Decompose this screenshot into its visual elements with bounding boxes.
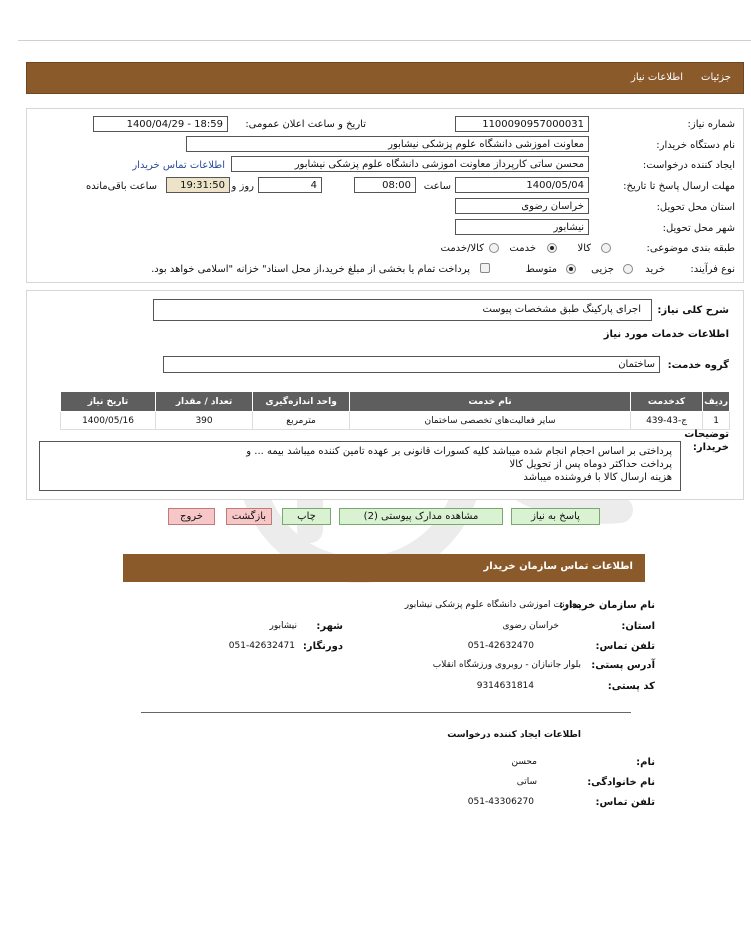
col-service-name: نام خدمت (350, 392, 631, 412)
process-option-purchase: خرید (645, 264, 665, 275)
contact-postal-label: کد پستی: (607, 681, 655, 692)
services-info-title: اطلاعات خدمات مورد نیاز (603, 329, 729, 340)
buyer-org-label: نام دستگاه خریدار: (656, 140, 735, 151)
cell-unit: مترمربع (253, 412, 350, 430)
days-label: روز و (231, 181, 254, 192)
exit-button[interactable]: خروج (168, 508, 215, 525)
print-button[interactable]: چاپ (282, 508, 331, 525)
contact-province-value: خراسان رضوی (502, 621, 559, 631)
buyer-notes-line: هزینه ارسال کالا با فروشنده میباشد (523, 472, 672, 483)
contact-divider (141, 712, 631, 713)
creator-last-name-label: نام خانوادگی: (587, 777, 655, 788)
category-radio-service[interactable] (547, 243, 557, 253)
col-need-date: تاریخ نیاز (61, 392, 156, 412)
services-table (60, 391, 730, 430)
creator-info-title: اطلاعات ایجاد کننده درخواست (447, 730, 581, 740)
contact-phone-label: تلفن تماس: (595, 641, 655, 652)
col-row-number: ردیف (703, 392, 730, 412)
contact-postal-value: 9314631814 (476, 681, 534, 691)
buyer-notes-box (39, 441, 681, 491)
deadline-date-field: 1400/05/04 (455, 177, 589, 193)
reply-button[interactable]: پاسخ به نیاز (511, 508, 600, 525)
col-quantity: تعداد / مقدار (156, 392, 253, 412)
contact-address-label: آدرس پستی: (591, 660, 655, 671)
top-divider (18, 40, 751, 41)
category-radio-goods[interactable] (601, 243, 611, 253)
process-option-minor: جزیی (591, 264, 614, 275)
treasury-payment-checkbox[interactable] (480, 263, 490, 273)
city-label: شهر محل تحویل: (662, 223, 735, 234)
contact-province-label: استان: (621, 621, 655, 632)
province-field: خراسان رضوی (455, 198, 589, 214)
tab-details[interactable]: جزئیات (701, 72, 731, 83)
creator-first-name-label: نام: (636, 757, 655, 768)
creator-phone-label: تلفن تماس: (595, 797, 655, 808)
buyer-notes-line: پرداخت حداکثر دوماه پس از تحویل کالا (509, 459, 672, 470)
buyer-contact-link[interactable]: اطلاعات تماس خریدار (132, 160, 225, 171)
buyer-notes-line: پرداختی بر اساس احجام انجام شده میباشد کلیه کسورات قانونی بر عهده تامین کننده میباشد بیمه ... و (246, 446, 672, 457)
contact-city-label: شهر: (316, 621, 343, 632)
contact-section-header (123, 554, 645, 582)
col-service-code: کدخدمت (630, 392, 702, 412)
process-radio-medium[interactable] (566, 264, 576, 274)
attachments-button[interactable]: مشاهده مدارک پیوستی (2) (339, 508, 503, 525)
province-label: استان محل تحویل: (656, 202, 735, 213)
creator-phone-value: 051-43306270 (467, 797, 534, 807)
creator-label: ایجاد کننده درخواست: (642, 160, 735, 171)
remaining-time-field: 19:31:50 (166, 177, 230, 193)
category-radio-goods-service[interactable] (489, 243, 499, 253)
general-desc-label: شرح کلی نیاز: (657, 305, 729, 316)
remaining-label: ساعت باقی‌مانده (85, 181, 157, 192)
table-header-row (61, 392, 730, 412)
creator-field: محسن ساتی کارپرداز معاونت اموزشی دانشگاه علوم پزشکی نیشابور (231, 156, 589, 172)
col-unit: واحد اندازه‌گیری (253, 392, 350, 412)
service-group-field: ساختمان (163, 356, 660, 373)
need-number-field: 1100090957000031 (455, 116, 589, 132)
contact-phone-value: 051-42632470 (467, 641, 534, 651)
days-field: 4 (258, 177, 322, 193)
contact-org-value: معاونت اموزشی دانشگاه علوم پزشکی نیشابور (404, 600, 581, 610)
category-label: طبقه بندی موضوعی: (646, 243, 735, 254)
cell-service-name: سایر فعالیت‌های تخصصی ساختمان (350, 412, 631, 430)
city-field: نیشابور (455, 219, 589, 235)
service-group-label: گروه خدمت: (667, 360, 729, 371)
contact-section-title: اطلاعات تماس سازمان خریدار (483, 561, 633, 572)
buyer-org-field: معاونت اموزشی دانشگاه علوم پزشکی نیشابور (186, 136, 589, 152)
category-option-goods: کالا (577, 243, 591, 254)
buyer-notes-label: توضیحات خریدار: (684, 429, 729, 453)
category-option-goods-service: کالا/خدمت (440, 243, 484, 254)
creator-last-name-value: ساتی (516, 777, 537, 787)
process-option-medium: متوسط (525, 264, 557, 275)
back-button[interactable]: بازگشت (226, 508, 272, 525)
general-desc-field: اجرای پارکینگ طبق مشخصات پیوست (153, 299, 652, 321)
contact-city-value: نیشابور (269, 621, 297, 631)
contact-fax-label: دورنگار: (302, 641, 343, 652)
process-label: نوع فرآیند: (690, 264, 735, 275)
announce-field: 1400/04/29 - 18:59 (93, 116, 228, 132)
cell-row-number: 1 (703, 412, 730, 430)
process-radio-minor[interactable] (623, 264, 633, 274)
header-bar (26, 62, 744, 94)
announce-label: تاریخ و ساعت اعلان عمومی: (245, 119, 366, 130)
contact-address-value: بلوار جانبازان - روبروی ورزشگاه انقلاب (432, 660, 581, 670)
cell-service-code: ج-43-439 (630, 412, 702, 430)
need-number-label: شماره نیاز: (687, 119, 735, 130)
category-option-service: خدمت (509, 243, 536, 254)
deadline-time-field: 08:00 (354, 177, 416, 193)
cell-quantity: 390 (156, 412, 253, 430)
contact-fax-value: 051-42632471 (228, 641, 295, 651)
table-row (61, 412, 730, 430)
creator-first-name-value: محسن (511, 757, 537, 767)
contact-org-label: نام سازمان خریدار: (559, 600, 655, 611)
tab-need-info[interactable]: اطلاعات نیاز (631, 72, 683, 83)
details-panel (26, 108, 744, 283)
treasury-payment-note: پرداخت تمام یا بخشی از مبلغ خرید،از محل اسناد" خزانه "اسلامی خواهد بود. (151, 264, 470, 275)
cell-need-date: 1400/05/16 (61, 412, 156, 430)
deadline-label: مهلت ارسال پاسخ تا تاریخ: (623, 181, 735, 192)
deadline-hour-label: ساعت (423, 181, 451, 192)
